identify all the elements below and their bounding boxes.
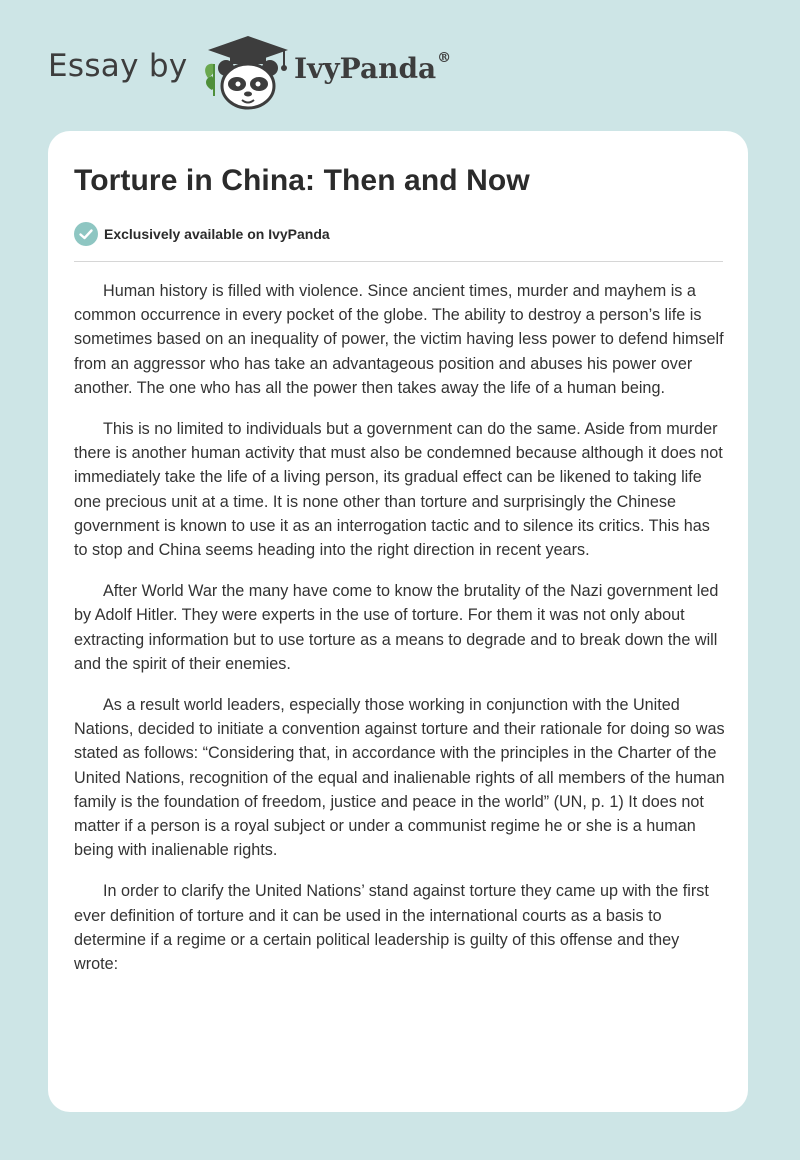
divider [74, 261, 723, 262]
paragraph: In order to clarify the United Nations’ stand against torture they came up with the first ever definition of torture and it can be used in the international courts as a basis to determine if a regime or a certain political leadership is guilty of this offense and they wrote: [74, 882, 709, 974]
paragraph: This is no limited to individuals but a government can do the same. Aside from murder there is another human activity that must also be condemned because although it does not immediately take the life of a living person, its gradual effect can be likened to taking life one precious unit at a time. It is none other than torture and surprisingly the Chinese government is known to use it as an interrogation tactic and to silence its critics. This has to stop and China seems heading into the right direction in recent years. [74, 420, 723, 560]
exclusive-label: Exclusively available on IvyPanda [104, 226, 330, 242]
site-header [0, 0, 800, 130]
essay-body [74, 279, 726, 993]
panda-graduate-icon[interactable] [200, 34, 292, 110]
check-circle-icon [74, 222, 98, 246]
registered-mark: ® [437, 50, 452, 66]
brand-name[interactable]: IvyPanda® [294, 50, 452, 85]
exclusive-badge [74, 222, 330, 246]
page-title: Torture in China: Then and Now [74, 164, 530, 197]
essay-card [48, 131, 748, 1112]
paragraph: Human history is filled with violence. Since ancient times, murder and mayhem is a common occurrence in every pocket of the globe. The ability to destroy a person’s life is sometimes based on an inequality of power, the victim having less power to defend himself from an aggressor who has take an advantageous position and abuses his power over another. The one who has all the power then takes away the life of a human being. [74, 282, 724, 397]
paragraph: As a result world leaders, especially those working in conjunction with the United Nations, decided to initiate a convention against torture and their rationale for doing so was stated as follows: “Considering that, in accordance with the principles in the Charter of the United Nations, recognition of the equal and inalienable rights of all members of the human family is the foundation of freedom, justice and peace in the world” (UN, p. 1) It does not matter if a person is a royal subject or under a communist regime he or she is a human being with inalienable rights. [74, 696, 725, 860]
paragraph: After World War the many have come to know the brutality of the Nazi government led by Adolf Hitler. They were experts in the use of torture. For them it was not only about extracting information but to use torture as a means to degrade and to break down the will and the spirit of their enemies. [74, 582, 719, 673]
essay-by-label: Essay by [48, 48, 188, 84]
